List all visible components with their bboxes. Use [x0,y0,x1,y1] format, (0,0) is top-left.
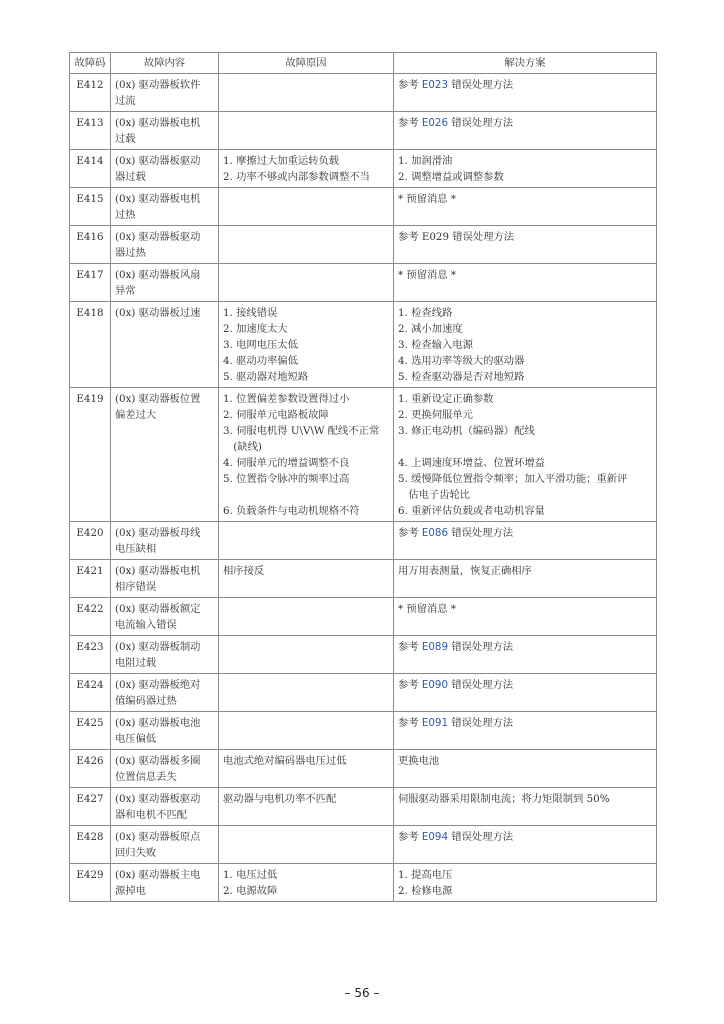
fault-code-cell: E426 [70,750,111,788]
reference-suffix: 错误处理方法 [448,79,514,91]
content-line: (0x) 驱动器板多圈 [115,755,201,767]
content-line: (0x) 驱动器板主电 [115,869,201,881]
reference-suffix: 错误处理方法 [448,679,514,691]
solution-cell [394,188,657,226]
solution-line: 3. 修正电动机（编码器）配线 [398,425,535,437]
content-line: 值编码器过热 [115,695,177,707]
fault-code-cell: E422 [70,598,111,636]
solution-line: 5. 缓慢降低位置指令频率；加入平滑功能；重新评 [398,473,628,485]
cause-line: 3. 伺服电机得 U\V\W 配线不正常 [223,425,380,437]
fault-code-cell: E419 [70,388,111,522]
fault-code-cell: E418 [70,302,111,388]
fault-content-cell [111,522,219,560]
solution-cell [394,560,657,598]
content-line: (0x) 驱动器板软件 [115,79,201,91]
reference-suffix: 错误处理方法 [448,831,514,843]
content-line: 异常 [115,285,136,297]
table-row [70,712,657,750]
solution-line: 估电子齿轮比 [398,489,471,501]
content-line: 位置信息丢失 [115,771,177,783]
solution-line: 伺服驱动器采用限制电流；将力矩限制到 50% [398,793,610,805]
fault-content-cell [111,750,219,788]
reference-error-code: E089 [421,641,449,653]
fault-cause-cell [219,226,394,264]
fault-cause-cell [219,674,394,712]
fault-cause-cell [219,188,394,226]
solution-line: 3. 检查输入电源 [398,339,473,351]
cause-line: 1. 摩擦过大加重运转负载 [223,155,340,167]
content-line: 过流 [115,95,136,107]
table-row [70,750,657,788]
fault-cause-cell [219,636,394,674]
content-line: 电压缺相 [115,543,157,555]
solution-line: 2. 更换伺服单元 [398,409,473,421]
fault-code-cell: E429 [70,864,111,902]
table-row [70,112,657,150]
fault-cause-cell [219,522,394,560]
content-line: 过载 [115,133,136,145]
solution-line: * 预留消息 * [398,269,457,281]
solution-line: 1. 提高电压 [398,869,453,881]
solution-cell [394,522,657,560]
header-fault-code: 故障码 [70,53,111,74]
cause-line: 驱动器与电机功率不匹配 [223,793,337,805]
content-line: 源掉电 [115,885,146,897]
table-body [70,74,657,902]
cause-line: 2. 电源故障 [223,885,278,897]
content-line: 电流输入错误 [115,619,177,631]
fault-code-cell: E424 [70,674,111,712]
content-line: (0x) 驱动器板驱动 [115,231,201,243]
solution-line: 2. 检修电源 [398,885,453,897]
fault-content-cell [111,264,219,302]
reference-prefix: 参考 [398,527,422,539]
cause-line: 5. 位置指令脉冲的频率过高 [223,473,350,485]
solution-line [398,639,652,655]
cause-line: 2. 伺服单元电路板故障 [223,409,329,421]
fault-cause-cell [219,560,394,598]
fault-content-cell [111,598,219,636]
fault-content-cell [111,674,219,712]
fault-code-cell: E415 [70,188,111,226]
fault-content-cell [111,712,219,750]
reference-prefix: 参考 [398,641,422,653]
content-line: 相序错误 [115,581,157,593]
fault-cause-cell [219,74,394,112]
solution-line [398,829,652,845]
cause-line: 4. 驱动功率偏低 [223,355,298,367]
content-line: (0x) 驱动器板风扇 [115,269,201,281]
solution-line: 5. 检查驱动器是否对地短路 [398,371,525,383]
line-spacer [223,487,389,503]
fault-cause-cell [219,112,394,150]
fault-cause-cell [219,750,394,788]
fault-content-cell [111,188,219,226]
header-solution: 解决方案 [394,53,657,74]
header-fault-cause: 故障原因 [219,53,394,74]
content-line: (0x) 驱动器板母线 [115,527,201,539]
solution-cell [394,864,657,902]
fault-cause-cell [219,788,394,826]
content-line: 回归失败 [115,847,157,859]
fault-code-cell: E414 [70,150,111,188]
table-header-row [70,53,657,74]
solution-cell [394,112,657,150]
solution-cell [394,826,657,864]
content-line: (0x) 驱动器板电池 [115,717,201,729]
table-row [70,636,657,674]
fault-code-table [69,52,657,902]
content-line: 器过热 [115,247,146,259]
fault-code-cell: E420 [70,522,111,560]
fault-cause-cell [219,388,394,522]
cause-line: 3. 电网电压太低 [223,339,298,351]
solution-line: * 预留消息 * [398,193,457,205]
table-row [70,674,657,712]
cause-line: 1. 位置偏差参数设置得过小 [223,393,350,405]
content-line: 器和电机不匹配 [115,809,188,821]
solution-line [398,77,652,93]
solution-cell [394,712,657,750]
cause-line: 相序接反 [223,565,265,577]
fault-code-cell: E412 [70,74,111,112]
fault-code-cell: E425 [70,712,111,750]
content-line: 过热 [115,209,136,221]
solution-cell [394,388,657,522]
fault-code-cell: E416 [70,226,111,264]
cause-line: 2. 加速度太大 [223,323,288,335]
header-fault-content: 故障内容 [111,53,219,74]
fault-code-cell: E417 [70,264,111,302]
content-line: 器过载 [115,171,146,183]
content-line: (0x) 驱动器板过速 [115,307,201,319]
content-line: (0x) 驱动器板位置 [115,393,201,405]
solution-line: 2. 调整增益或调整参数 [398,171,504,183]
solution-cell [394,302,657,388]
reference-error-code: E023 [421,79,449,91]
content-line: (0x) 驱动器板驱动 [115,155,201,167]
cause-line: 5. 驱动器对地短路 [223,371,309,383]
solution-line: 1. 重新设定正确参数 [398,393,494,405]
fault-content-cell [111,226,219,264]
reference-error-code: E026 [421,117,449,129]
fault-content-cell [111,388,219,522]
fault-content-cell [111,788,219,826]
reference-error-code: E086 [421,527,449,539]
fault-code-cell: E421 [70,560,111,598]
fault-code-cell: E413 [70,112,111,150]
solution-line: 用万用表测量，恢复正确相序 [398,565,532,577]
reference-error-code: E090 [421,679,449,691]
content-line: (0x) 驱动器板额定 [115,603,201,615]
solution-line [398,115,652,131]
content-line: 电压偏低 [115,733,157,745]
fault-content-cell [111,864,219,902]
fault-cause-cell [219,826,394,864]
fault-code-cell: E427 [70,788,111,826]
solution-line: * 预留消息 * [398,603,457,615]
fault-content-cell [111,150,219,188]
reference-suffix: 错误处理方法 [448,527,514,539]
page-number: – 56 – [344,986,380,1000]
solution-line [398,677,652,693]
solution-cell [394,74,657,112]
table-row [70,188,657,226]
fault-content-cell [111,302,219,388]
table-row [70,388,657,522]
reference-prefix: 参考 [398,717,422,729]
table-row [70,826,657,864]
solution-cell [394,636,657,674]
reference-suffix: 错误处理方法 [448,117,514,129]
fault-content-cell [111,74,219,112]
cause-line: 2. 功率不够或内部参数调整不当 [223,171,370,183]
fault-content-cell [111,560,219,598]
solution-cell [394,788,657,826]
solution-cell [394,750,657,788]
content-line: (0x) 驱动器板制动 [115,641,201,653]
reference-suffix: 错误处理方法 [448,641,514,653]
fault-cause-cell [219,864,394,902]
solution-line: 参考 E029 错误处理方法 [398,231,515,243]
table-row [70,264,657,302]
fault-content-cell [111,636,219,674]
solution-cell [394,674,657,712]
cause-line: 1. 电压过低 [223,869,278,881]
reference-prefix: 参考 [398,831,422,843]
table-row [70,74,657,112]
fault-cause-cell [219,264,394,302]
solution-cell [394,150,657,188]
solution-line [398,715,652,731]
reference-suffix: 错误处理方法 [448,717,514,729]
solution-line: 6. 重新评估负载或者电动机容量 [398,505,545,517]
table-row [70,302,657,388]
fault-cause-cell [219,150,394,188]
reference-error-code: E094 [421,831,449,843]
table-row [70,522,657,560]
reference-prefix: 参考 [398,117,422,129]
reference-prefix: 参考 [398,679,422,691]
content-line: (0x) 驱动器板电机 [115,565,201,577]
solution-cell [394,598,657,636]
solution-line: 1. 加润滑油 [398,155,453,167]
content-line: (0x) 驱动器板电机 [115,193,201,205]
cause-line: 6. 负载条件与电动机规格不符 [223,505,360,517]
fault-content-cell [111,112,219,150]
fault-cause-cell [219,302,394,388]
fault-content-cell [111,826,219,864]
line-spacer [398,439,652,455]
cause-line: (缺线) [223,441,262,453]
solution-line: 4. 选用功率等级大的驱动器 [398,355,525,367]
solution-line: 2. 减小加速度 [398,323,463,335]
fault-cause-cell [219,712,394,750]
reference-prefix: 参考 [398,79,422,91]
content-line: 电阻过载 [115,657,157,669]
fault-cause-cell [219,598,394,636]
content-line: (0x) 驱动器板原点 [115,831,201,843]
content-line: (0x) 驱动器板绝对 [115,679,201,691]
table-row [70,150,657,188]
table-row [70,598,657,636]
solution-line: 4. 上调速度环增益、位置环增益 [398,457,545,469]
reference-error-code: E091 [421,717,449,729]
cause-line: 1. 接线错误 [223,307,278,319]
fault-code-cell: E428 [70,826,111,864]
cause-line: 电池式绝对编码器电压过低 [223,755,347,767]
solution-cell [394,226,657,264]
solution-cell [394,264,657,302]
cause-line: 4. 伺服单元的增益调整不良 [223,457,350,469]
solution-line: 1. 检查线路 [398,307,453,319]
content-line: (0x) 驱动器板驱动 [115,793,201,805]
table-row [70,226,657,264]
table-row [70,788,657,826]
solution-line: 更换电池 [398,755,440,767]
solution-line [398,525,652,541]
fault-code-cell: E423 [70,636,111,674]
table-row [70,560,657,598]
content-line: 偏差过大 [115,409,157,421]
table-row [70,864,657,902]
content-line: (0x) 驱动器板电机 [115,117,201,129]
